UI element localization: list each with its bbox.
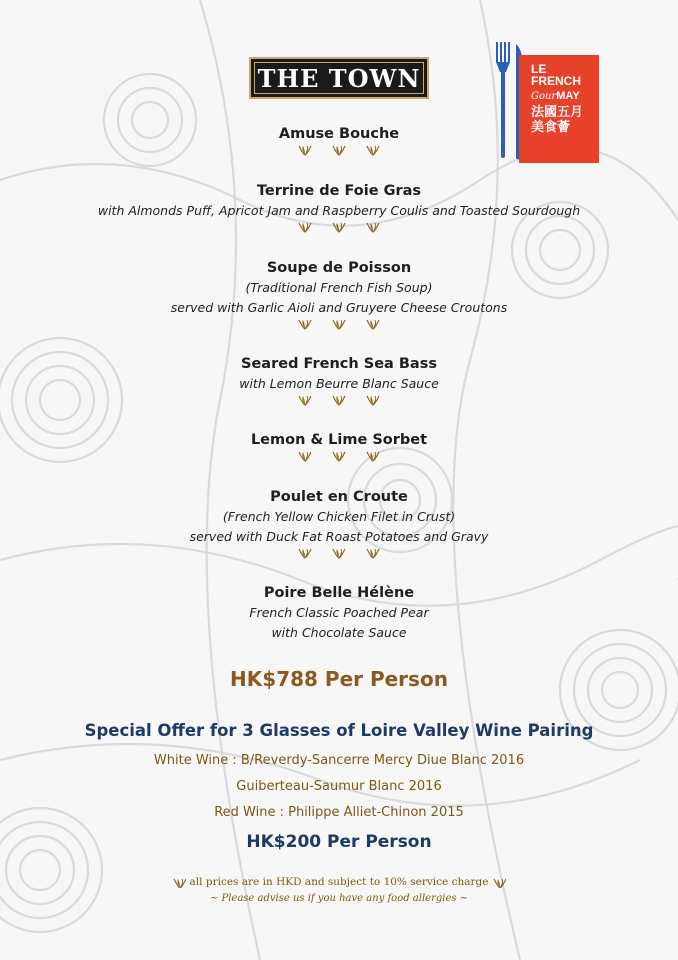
- course-title: Soupe de Poisson: [266, 260, 412, 276]
- course-description: served with Duck Fat Roast Potatoes and Gravy: [189, 529, 489, 544]
- course-terrine: [0, 181, 678, 235]
- le-french-may: MAY: [556, 90, 580, 102]
- course-title: Poire Belle Hélène: [263, 585, 415, 601]
- course-poulet: [0, 487, 678, 561]
- le-french-chinese-line1: 法國五月: [531, 105, 584, 120]
- floral-flourish-icon: [331, 450, 347, 463]
- floral-flourish-icon: [297, 221, 313, 234]
- floral-flourish-icon: [365, 221, 381, 234]
- white-wine-line-2: Guiberteau-Saumur Blanc 2016: [236, 779, 442, 794]
- course-description: with Lemon Beurre Blanc Sauce: [239, 376, 439, 391]
- course-description: French Classic Poached Pear: [249, 605, 429, 620]
- floral-flourish-icon: [297, 318, 313, 331]
- ornament-divider: [0, 221, 678, 235]
- course-title: Amuse Bouche: [278, 126, 400, 142]
- floral-flourish-icon: [331, 144, 347, 157]
- course-title: Lemon & Lime Sorbet: [250, 432, 428, 448]
- course-description: served with Garlic Aioli and Gruyere Cheese Croutons: [170, 300, 508, 315]
- menu-price: HK$788 Per Person: [230, 667, 448, 691]
- the-town-logo-text: THE TOWN: [254, 62, 424, 94]
- ornament-divider: [0, 547, 678, 561]
- course-title: Poulet en Croute: [270, 489, 408, 505]
- ornament-divider: [0, 318, 678, 332]
- course-sea-bass: [0, 354, 678, 408]
- floral-flourish-icon: [365, 547, 381, 560]
- wine-offer-title: Special Offer for 3 Glasses of Loire Valley Wine Pairing: [84, 721, 594, 740]
- floral-flourish-icon: [297, 144, 313, 157]
- floral-flourish-icon: [365, 394, 381, 407]
- course-title: Terrine de Foie Gras: [256, 183, 422, 199]
- course-description: (French Yellow Chicken Filet in Crust): [222, 509, 456, 524]
- floral-flourish-icon: [331, 221, 347, 234]
- ornament-divider: [0, 394, 678, 408]
- le-french-line1: LE: [531, 62, 547, 76]
- le-french-gour: Gour: [531, 91, 557, 102]
- white-wine-line: White Wine : B/Reverdy-Sancerre Mercy Diue Blanc 2016: [153, 753, 525, 768]
- course-title: Seared French Sea Bass: [241, 356, 437, 372]
- floral-flourish-icon: [172, 877, 186, 888]
- floral-flourish-icon: [297, 547, 313, 560]
- wine-price: HK$200 Per Person: [246, 832, 432, 852]
- red-wine-line: Red Wine : Philippe Alliet-Chinon 2015: [214, 805, 464, 820]
- le-french-chinese-line2: 美食薈: [531, 119, 571, 135]
- allergy-note: ~ Please advise us if you have any food allergies ~: [209, 893, 469, 904]
- course-description: (Traditional French Fish Soup): [245, 280, 433, 295]
- course-description: with Almonds Puff, Apricot Jam and Raspberry Coulis and Toasted Sourdough: [97, 203, 581, 218]
- le-french-line2: FRENCH: [531, 74, 581, 88]
- floral-flourish-icon: [365, 144, 381, 157]
- floral-flourish-icon: [492, 877, 506, 888]
- service-charge-note: [0, 876, 678, 888]
- course-soupe: [0, 258, 678, 332]
- course-sorbet: [0, 430, 678, 464]
- service-charge-text: all prices are in HKD and subject to 10% service charge: [189, 876, 489, 888]
- course-amuse-bouche: [0, 124, 678, 158]
- ornament-divider: [0, 144, 678, 158]
- floral-flourish-icon: [331, 394, 347, 407]
- floral-flourish-icon: [365, 318, 381, 331]
- floral-flourish-icon: [331, 547, 347, 560]
- floral-flourish-icon: [331, 318, 347, 331]
- course-description: with Chocolate Sauce: [271, 625, 407, 640]
- course-poire: [0, 583, 678, 643]
- ornament-divider: [0, 450, 678, 464]
- the-town-logo: [249, 57, 429, 99]
- floral-flourish-icon: [297, 450, 313, 463]
- floral-flourish-icon: [297, 394, 313, 407]
- floral-flourish-icon: [365, 450, 381, 463]
